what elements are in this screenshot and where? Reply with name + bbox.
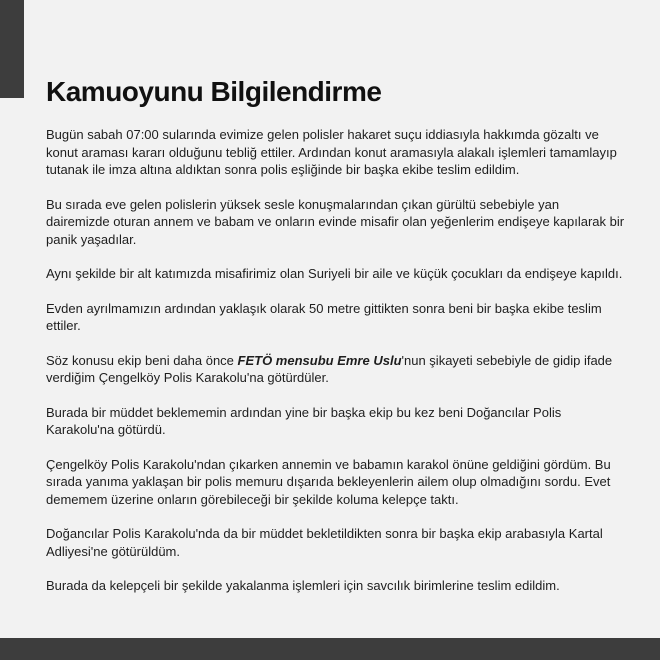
paragraph-4: Evden ayrılmamızın ardından yaklaşık olarak 50 metre gittikten sonra beni bir başka ekibe teslim ettiler. <box>46 300 602 333</box>
paragraph-1: Bugün sabah 07:00 sularında evimize gelen polisler hakaret suçu iddiasıyla hakkımda gözaltı ve konut araması kararı olduğunu tebliğ ettiler. Ardından konut aramasıyla alakalı işlemleri tamamlayıp tutanak ile imza altına aldıktan sonra polis eşliğinde bir başka ekibe teslim edildim. <box>46 127 617 177</box>
paragraph-6: Burada bir müddet beklememin ardından yine bir başka ekip bu kez beni Doğancılar Polis Karakolu'na götürdü. <box>46 404 562 437</box>
paragraph-5 <box>46 352 626 387</box>
paragraph-5-after: 'nun şikayeti sebebiyle de gidip ifade verdiğim Çengelköy Polis Karakolu'na götürdüler. <box>46 352 613 385</box>
paragraph-3: Aynı şekilde bir alt katımızda misafirimiz olan Suriyeli bir aile ve küçük çocukları da endişeye kapıldı. <box>46 266 623 281</box>
paragraph-9: Burada da kelepçeli bir şekilde yakalanma işlemleri için savcılık birimlerine teslim edildim. <box>46 578 560 593</box>
left-accent-bar <box>0 0 24 98</box>
paragraph-5-emphasis: FETÖ mensubu Emre Uslu <box>237 352 402 368</box>
statement-body <box>46 126 626 612</box>
page-title: Kamuoyunu Bilgilendirme <box>46 76 382 107</box>
paragraph-2: Bu sırada eve gelen polislerin yüksek sesle konuşmalarından çıkan gürültü sebebiyle yan dairemizde oturan annem ve babam ve onların evinde misafir olan yeğenlerim endişeye kapılarak bir panik yaşadılar. <box>46 196 625 247</box>
paragraph-5-before: Söz konusu ekip beni daha önce <box>46 352 238 368</box>
paragraph-7: Çengelköy Polis Karakolu'ndan çıkarken annemin ve babamın karakol önüne geldiğini gördüm. Bu sırada yanıma yaklaşan bir polis memuru dışarıda bekleyenlerin ailem olup olmadığını sordu. Evet dememem üzerine onların görebileceği bir şekilde koluma kelepçe taktı. <box>46 456 611 507</box>
paragraph-8: Doğancılar Polis Karakolu'nda da bir müddet bekletildikten sonra bir başka ekip arabasıyla Kartal Adliyesi'ne götürüldüm. <box>46 526 603 559</box>
bottom-accent-bar <box>0 638 660 660</box>
